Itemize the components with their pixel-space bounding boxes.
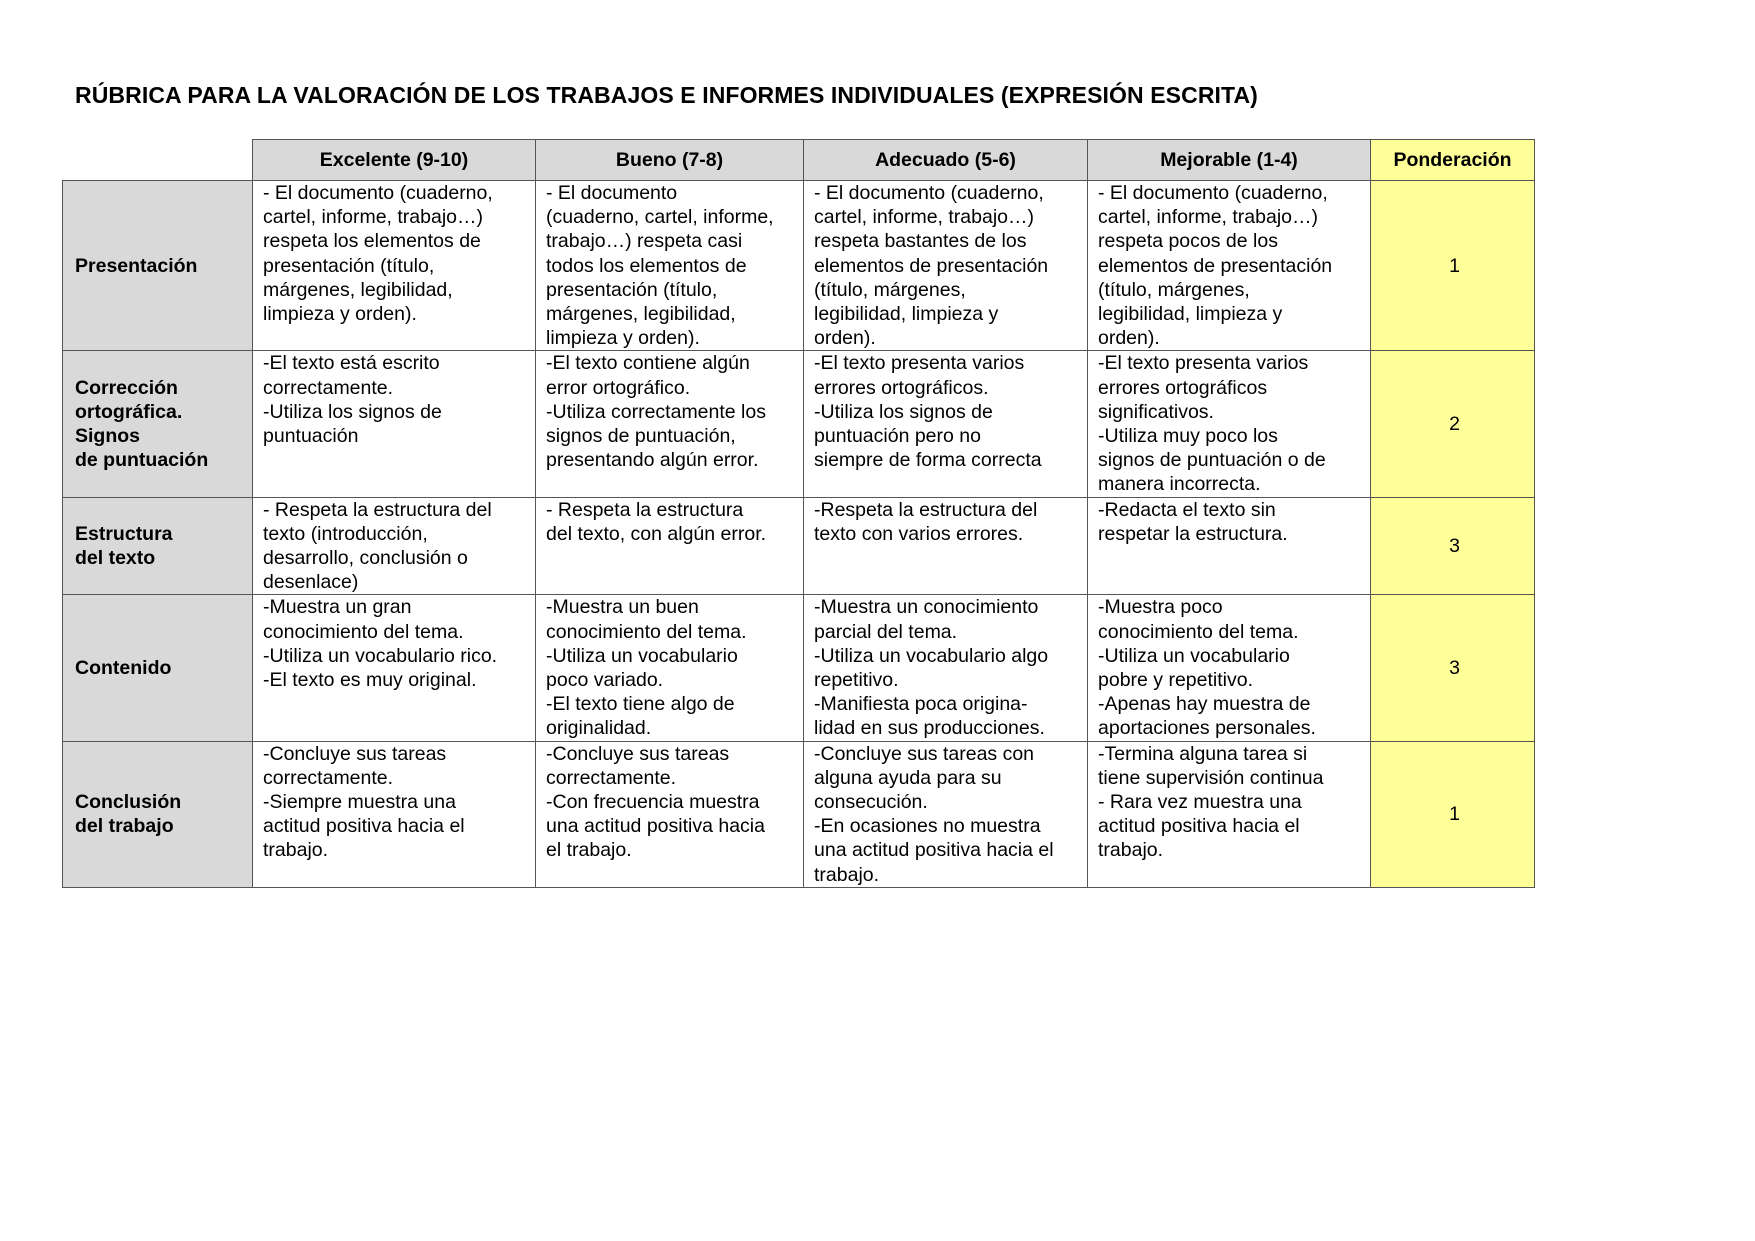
cell-text-line: consecución. bbox=[814, 791, 928, 814]
cell-text-line: texto (introducción, bbox=[263, 522, 428, 545]
cell-contenido-mejorable bbox=[1088, 595, 1371, 741]
cell-text-line: una actitud positiva hacia el bbox=[814, 839, 1054, 862]
cell-text-line: -Muestra un buen bbox=[546, 596, 699, 619]
cell-text-line: - El documento (cuaderno, bbox=[263, 182, 493, 204]
cell-text-line: originalidad. bbox=[546, 717, 652, 740]
cell-conclusion-del-trabajo-bueno bbox=[536, 741, 804, 887]
cell-text-line: puntuación bbox=[263, 425, 359, 448]
cell-text-line: -El texto tiene algo de bbox=[546, 693, 735, 716]
cell-text-line: orden). bbox=[814, 327, 876, 350]
cell-conclusion-del-trabajo-mejorable bbox=[1088, 741, 1371, 887]
table-row-presentacion bbox=[63, 181, 1535, 351]
cell-text-line: manera incorrecta. bbox=[1098, 473, 1261, 496]
cell-text-line: correctamente. bbox=[546, 766, 677, 789]
cell-text-line: del texto, con algún error. bbox=[546, 522, 767, 545]
cell-text-line: -El texto presenta varios bbox=[814, 352, 1025, 375]
cell-text-line: parcial del tema. bbox=[814, 620, 958, 643]
row-header-line: Conclusión bbox=[75, 791, 182, 814]
table-row-estructura-del-texto bbox=[63, 497, 1535, 595]
cell-text-line: poco variado. bbox=[546, 669, 664, 692]
cell-text-line: -El texto contiene algún bbox=[546, 352, 750, 375]
cell-text-line: -Siempre muestra una bbox=[263, 791, 456, 814]
cell-presentacion-excelente bbox=[253, 181, 536, 351]
row-header-line: Estructura bbox=[75, 522, 173, 545]
cell-contenido-adecuado bbox=[804, 595, 1088, 741]
cell-text-line: aportaciones personales. bbox=[1098, 717, 1316, 740]
cell-text-line: lidad en sus producciones. bbox=[814, 717, 1045, 740]
table-row-contenido bbox=[63, 595, 1535, 741]
row-header-estructura-del-texto bbox=[63, 497, 253, 595]
cell-text-line: trabajo. bbox=[814, 863, 880, 886]
cell-text-line: presentación (título, bbox=[263, 254, 435, 277]
cell-estructura-del-texto-bueno bbox=[536, 497, 804, 595]
cell-text-line: tiene supervisión continua bbox=[1098, 766, 1324, 789]
cell-text-line: -En ocasiones no muestra bbox=[814, 815, 1041, 838]
cell-text-line: -Utiliza un vocabulario bbox=[546, 644, 738, 667]
cell-text-line: presentando algún error. bbox=[546, 449, 759, 472]
cell-correccion-ortografica-mejorable bbox=[1088, 351, 1371, 497]
cell-text-line: -Utiliza un vocabulario bbox=[1098, 644, 1290, 667]
cell-text-line: -Muestra un gran bbox=[263, 596, 412, 619]
cell-text-line: - El documento bbox=[546, 182, 678, 204]
row-header-line: ortográfica. bbox=[75, 400, 183, 423]
cell-text-line: correctamente. bbox=[263, 376, 394, 399]
cell-text-line: pobre y repetitivo. bbox=[1098, 669, 1254, 692]
row-header-line: de puntuación bbox=[75, 449, 209, 472]
cell-text-line: -Concluye sus tareas bbox=[546, 742, 730, 765]
cell-text-line: conocimiento del tema. bbox=[546, 620, 747, 643]
cell-text-line: -Utiliza los signos de bbox=[814, 400, 993, 423]
cell-text-line: cartel, informe, trabajo…) bbox=[263, 206, 483, 229]
cell-presentacion-bueno bbox=[536, 181, 804, 351]
cell-text-line: desarrollo, conclusión o bbox=[263, 547, 468, 570]
cell-text-line: el trabajo. bbox=[546, 839, 632, 862]
corner-cell bbox=[63, 140, 253, 181]
cell-contenido-bueno bbox=[536, 595, 804, 741]
cell-text-line: presentación (título, bbox=[546, 278, 718, 301]
rubric-table bbox=[62, 139, 1535, 888]
row-header-line: del texto bbox=[75, 547, 156, 570]
cell-presentacion-adecuado bbox=[804, 181, 1088, 351]
cell-text-line: trabajo…) respeta casi bbox=[546, 230, 743, 253]
cell-text-line: cartel, informe, trabajo…) bbox=[814, 206, 1034, 229]
cell-text-line: (título, márgenes, bbox=[814, 278, 966, 301]
cell-text-line: error ortográfico. bbox=[546, 376, 691, 399]
cell-text-line: conocimiento del tema. bbox=[1098, 620, 1299, 643]
cell-text-line: actitud positiva hacia el bbox=[263, 815, 465, 838]
cell-text-line: -El texto presenta varios bbox=[1098, 352, 1309, 375]
cell-text-line: puntuación pero no bbox=[814, 425, 981, 448]
cell-text-line: siempre de forma correcta bbox=[814, 449, 1042, 472]
row-header-correccion-ortografica bbox=[63, 351, 253, 497]
row-header-conclusion-del-trabajo bbox=[63, 741, 253, 887]
cell-text-line: -Utiliza muy poco los bbox=[1098, 425, 1278, 448]
cell-text-line: repetitivo. bbox=[814, 669, 899, 692]
cell-text-line: -Respeta la estructura del bbox=[814, 498, 1038, 521]
cell-text-line: (título, márgenes, bbox=[1098, 278, 1250, 301]
row-header-line: Presentación bbox=[75, 254, 198, 277]
cell-text-line: conocimiento del tema. bbox=[263, 620, 464, 643]
weight-contenido: 3 bbox=[1371, 595, 1535, 741]
cell-text-line: limpieza y orden). bbox=[263, 303, 417, 326]
row-header-presentacion bbox=[63, 181, 253, 351]
cell-text-line: -Termina alguna tarea si bbox=[1098, 742, 1308, 765]
cell-text-line: trabajo. bbox=[263, 839, 329, 862]
cell-text-line: correctamente. bbox=[263, 766, 394, 789]
cell-text-line: (cuaderno, cartel, informe, bbox=[546, 206, 774, 229]
cell-text-line: legibilidad, limpieza y bbox=[1098, 303, 1283, 326]
cell-text-line: desenlace) bbox=[263, 571, 359, 594]
cell-text-line: respeta los elementos de bbox=[263, 230, 481, 253]
column-header-excelente: Excelente (9-10) bbox=[253, 140, 536, 181]
row-header-line: Signos bbox=[75, 425, 141, 448]
weight-estructura-del-texto: 3 bbox=[1371, 497, 1535, 595]
cell-text-line: respeta bastantes de los bbox=[814, 230, 1027, 253]
cell-correccion-ortografica-adecuado bbox=[804, 351, 1088, 497]
header-row bbox=[63, 140, 1535, 181]
cell-text-line: -Redacta el texto sin bbox=[1098, 498, 1276, 521]
table-row-correccion-ortografica bbox=[63, 351, 1535, 497]
cell-text-line: elementos de presentación bbox=[1098, 254, 1333, 277]
column-header-bueno: Bueno (7-8) bbox=[536, 140, 804, 181]
cell-text-line: -El texto está escrito bbox=[263, 352, 440, 375]
cell-conclusion-del-trabajo-adecuado bbox=[804, 741, 1088, 887]
cell-text-line: - El documento (cuaderno, bbox=[1098, 182, 1328, 204]
cell-text-line: - Rara vez muestra una bbox=[1098, 791, 1302, 814]
cell-text-line: -Concluye sus tareas con bbox=[814, 742, 1035, 765]
cell-text-line: errores ortográficos bbox=[1098, 376, 1268, 399]
cell-text-line: -Concluye sus tareas bbox=[263, 742, 447, 765]
cell-text-line: -Utiliza un vocabulario algo bbox=[814, 644, 1049, 667]
cell-correccion-ortografica-bueno bbox=[536, 351, 804, 497]
cell-text-line: signos de puntuación, bbox=[546, 425, 736, 448]
cell-estructura-del-texto-adecuado bbox=[804, 497, 1088, 595]
table-row-conclusion-del-trabajo bbox=[63, 741, 1535, 887]
cell-text-line: cartel, informe, trabajo…) bbox=[1098, 206, 1318, 229]
cell-text-line: márgenes, legibilidad, bbox=[546, 303, 736, 326]
cell-text-line: -Utiliza un vocabulario rico. bbox=[263, 644, 498, 667]
weight-correccion-ortografica: 2 bbox=[1371, 351, 1535, 497]
cell-text-line: respetar la estructura. bbox=[1098, 522, 1288, 545]
cell-estructura-del-texto-mejorable bbox=[1088, 497, 1371, 595]
page-title: RÚBRICA PARA LA VALORACIÓN DE LOS TRABAJOS E INFORMES INDIVIDUALES (EXPRESIÓN ESCRITA) bbox=[75, 82, 1258, 108]
cell-text-line: - Respeta la estructura del bbox=[263, 498, 492, 521]
cell-correccion-ortografica-excelente bbox=[253, 351, 536, 497]
column-header-mejorable: Mejorable (1-4) bbox=[1088, 140, 1371, 181]
cell-text-line: -Utiliza los signos de bbox=[263, 400, 442, 423]
cell-text-line: -El texto es muy original. bbox=[263, 669, 477, 692]
cell-text-line: -Muestra poco bbox=[1098, 596, 1223, 619]
cell-text-line: -Muestra un conocimiento bbox=[814, 596, 1039, 619]
cell-text-line: actitud positiva hacia el bbox=[1098, 815, 1300, 838]
cell-text-line: signos de puntuación o de bbox=[1098, 449, 1326, 472]
cell-text-line: una actitud positiva hacia bbox=[546, 815, 765, 838]
cell-text-line: alguna ayuda para su bbox=[814, 766, 1002, 789]
cell-text-line: - El documento (cuaderno, bbox=[814, 182, 1044, 204]
cell-text-line: limpieza y orden). bbox=[546, 327, 700, 350]
cell-text-line: respeta pocos de los bbox=[1098, 230, 1278, 253]
row-header-contenido bbox=[63, 595, 253, 741]
cell-presentacion-mejorable bbox=[1088, 181, 1371, 351]
cell-text-line: -Apenas hay muestra de bbox=[1098, 693, 1311, 716]
cell-text-line: legibilidad, limpieza y bbox=[814, 303, 999, 326]
cell-text-line: - Respeta la estructura bbox=[546, 498, 744, 521]
cell-estructura-del-texto-excelente bbox=[253, 497, 536, 595]
row-header-line: Corrección bbox=[75, 376, 178, 399]
cell-text-line: -Con frecuencia muestra bbox=[546, 791, 760, 814]
cell-text-line: todos los elementos de bbox=[546, 254, 747, 277]
row-header-line: del trabajo bbox=[75, 815, 174, 838]
cell-conclusion-del-trabajo-excelente bbox=[253, 741, 536, 887]
weight-presentacion: 1 bbox=[1371, 181, 1535, 351]
cell-text-line: orden). bbox=[1098, 327, 1160, 350]
column-header-adecuado: Adecuado (5-6) bbox=[804, 140, 1088, 181]
row-header-line: Contenido bbox=[75, 656, 172, 679]
cell-text-line: errores ortográficos. bbox=[814, 376, 989, 399]
cell-contenido-excelente bbox=[253, 595, 536, 741]
cell-text-line: significativos. bbox=[1098, 400, 1214, 423]
cell-text-line: trabajo. bbox=[1098, 839, 1164, 862]
cell-text-line: -Utiliza correctamente los bbox=[546, 400, 766, 423]
cell-text-line: márgenes, legibilidad, bbox=[263, 278, 453, 301]
cell-text-line: texto con varios errores. bbox=[814, 522, 1024, 545]
column-header-ponderacion: Ponderación bbox=[1371, 140, 1535, 181]
cell-text-line: -Manifiesta poca origina- bbox=[814, 693, 1028, 716]
cell-text-line: elementos de presentación bbox=[814, 254, 1049, 277]
weight-conclusion-del-trabajo: 1 bbox=[1371, 741, 1535, 887]
